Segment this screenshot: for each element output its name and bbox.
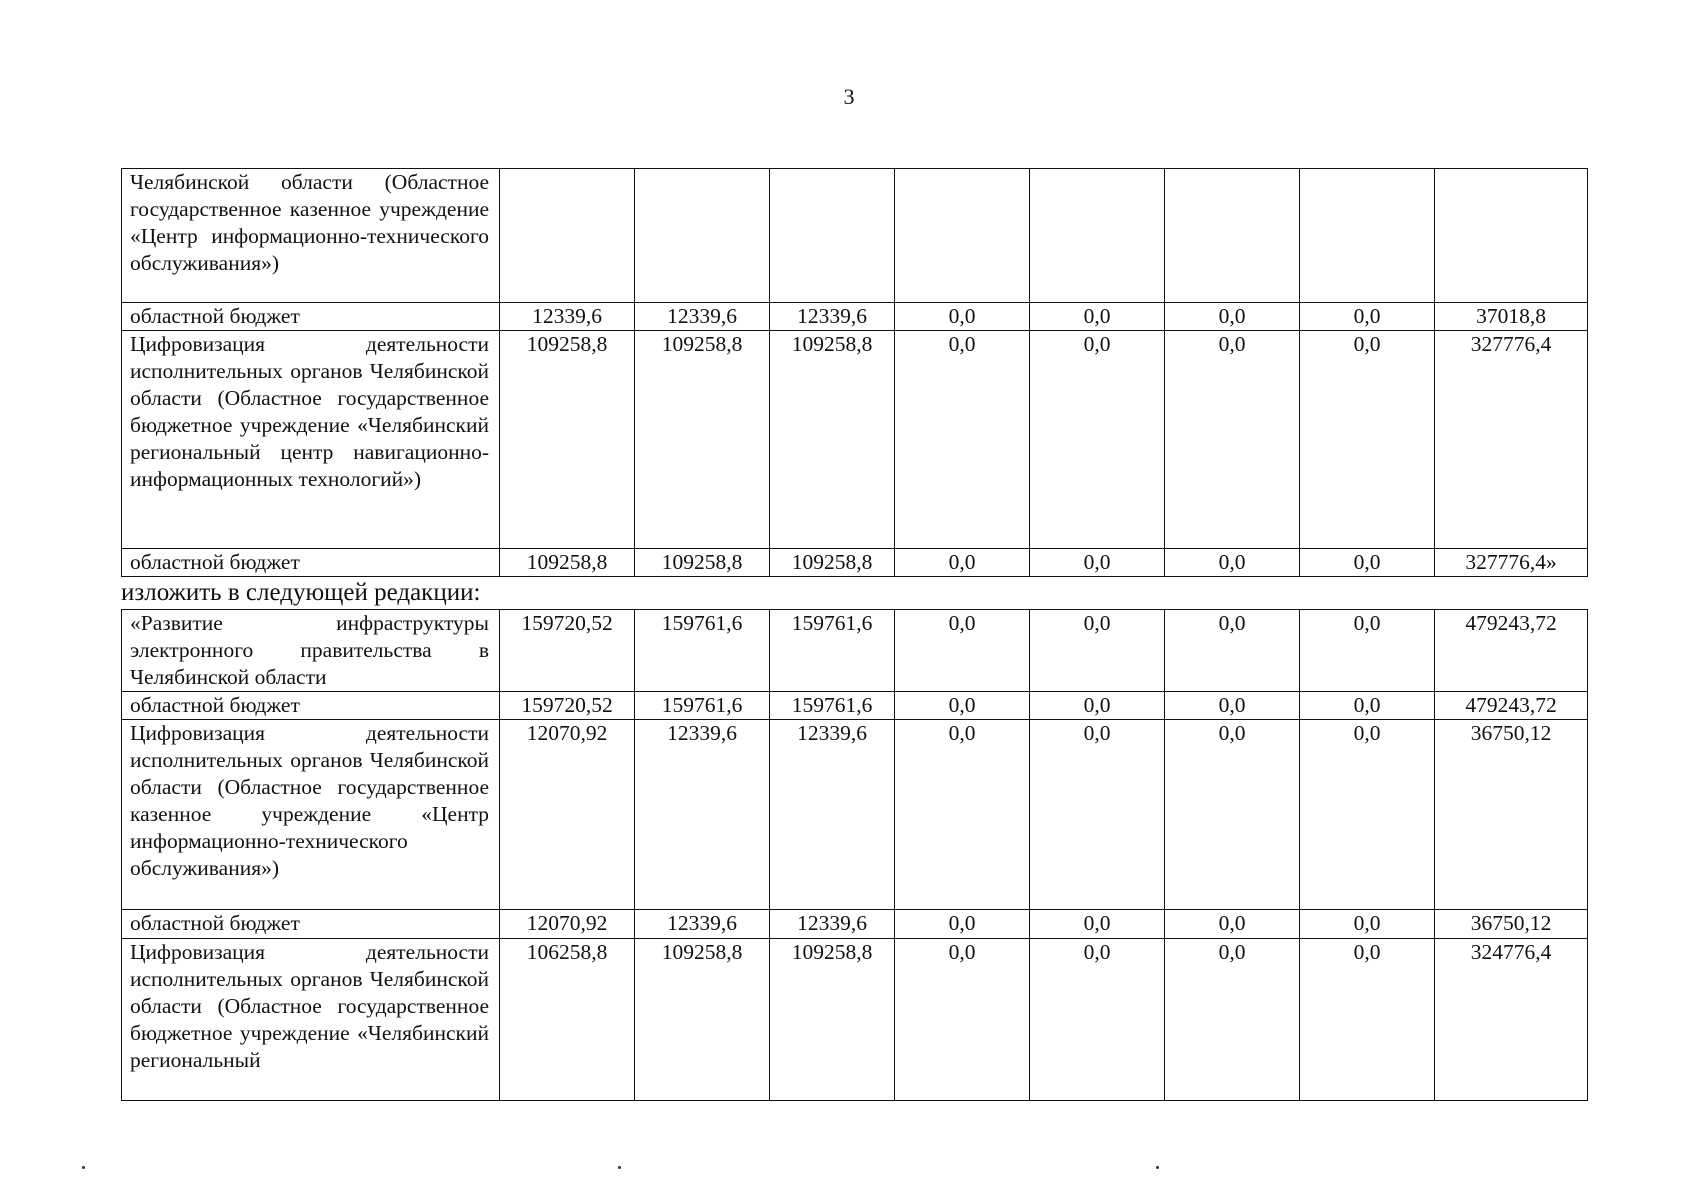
value-cell: 0,0 xyxy=(1300,910,1435,939)
value-cell xyxy=(635,169,770,303)
budget-table-original xyxy=(121,168,1588,577)
value-cell xyxy=(1165,169,1300,303)
value-cell xyxy=(895,169,1030,303)
value-cell: 0,0 xyxy=(895,910,1030,939)
funding-source-cell: областной бюджет xyxy=(122,549,500,577)
value-cell: 109258,8 xyxy=(770,939,895,1101)
value-cell: 0,0 xyxy=(1165,303,1300,331)
value-cell: 0,0 xyxy=(1030,720,1165,910)
program-name-cell: Цифровизация деятельности исполнительных органов Челябинской области (Областное государственное бюджетное учреждение «Челябинский региональный xyxy=(122,939,500,1101)
value-cell: 109258,8 xyxy=(770,549,895,577)
funding-source-cell: областной бюджет xyxy=(122,692,500,720)
value-cell: 12070,92 xyxy=(500,720,635,910)
total-cell: 324776,4 xyxy=(1435,939,1588,1101)
value-cell: 0,0 xyxy=(1300,692,1435,720)
value-cell: 12339,6 xyxy=(635,910,770,939)
value-cell: 12070,92 xyxy=(500,910,635,939)
scan-dot xyxy=(82,1166,85,1169)
value-cell: 109258,8 xyxy=(635,331,770,549)
value-cell xyxy=(1300,169,1435,303)
value-cell: 0,0 xyxy=(1165,331,1300,549)
value-cell: 0,0 xyxy=(1030,331,1165,549)
value-cell: 159761,6 xyxy=(770,692,895,720)
value-cell: 159720,52 xyxy=(500,692,635,720)
table-row xyxy=(122,720,1588,910)
value-cell: 159720,52 xyxy=(500,610,635,692)
value-cell: 12339,6 xyxy=(770,303,895,331)
value-cell: 0,0 xyxy=(1165,720,1300,910)
value-cell xyxy=(770,169,895,303)
value-cell: 0,0 xyxy=(1030,939,1165,1101)
value-cell: 0,0 xyxy=(895,720,1030,910)
value-cell: 0,0 xyxy=(895,331,1030,549)
value-cell: 0,0 xyxy=(1165,910,1300,939)
value-cell xyxy=(500,169,635,303)
table-row xyxy=(122,331,1588,549)
value-cell: 159761,6 xyxy=(770,610,895,692)
value-cell: 0,0 xyxy=(1030,910,1165,939)
program-name-cell: Цифровизация деятельности исполнительных органов Челябинской области (Областное государственное казенное учреждение «Центр информационно-технического обслуживания») xyxy=(122,720,500,910)
value-cell: 0,0 xyxy=(1030,610,1165,692)
value-cell: 0,0 xyxy=(1165,692,1300,720)
program-name-cell: «Развитие инфраструктуры электронного правительства в Челябинской области xyxy=(122,610,500,692)
value-cell: 106258,8 xyxy=(500,939,635,1101)
value-cell: 0,0 xyxy=(1300,720,1435,910)
table-row xyxy=(122,692,1588,720)
value-cell: 0,0 xyxy=(1165,610,1300,692)
value-cell: 0,0 xyxy=(1030,549,1165,577)
value-cell: 0,0 xyxy=(895,610,1030,692)
value-cell: 12339,6 xyxy=(500,303,635,331)
value-cell: 109258,8 xyxy=(635,939,770,1101)
value-cell: 0,0 xyxy=(895,939,1030,1101)
value-cell: 12339,6 xyxy=(635,303,770,331)
value-cell: 0,0 xyxy=(1300,610,1435,692)
total-cell: 327776,4» xyxy=(1435,549,1588,577)
value-cell: 159761,6 xyxy=(635,692,770,720)
value-cell: 0,0 xyxy=(1300,549,1435,577)
table-row xyxy=(122,910,1588,939)
table-row xyxy=(122,303,1588,331)
page-number: 3 xyxy=(843,84,855,109)
value-cell: 12339,6 xyxy=(635,720,770,910)
value-cell: 0,0 xyxy=(895,692,1030,720)
total-cell: 36750,12 xyxy=(1435,910,1588,939)
value-cell: 0,0 xyxy=(1030,692,1165,720)
value-cell: 0,0 xyxy=(1165,549,1300,577)
value-cell: 0,0 xyxy=(1165,939,1300,1101)
value-cell: 0,0 xyxy=(1300,303,1435,331)
value-cell: 0,0 xyxy=(1030,303,1165,331)
value-cell: 0,0 xyxy=(895,549,1030,577)
value-cell: 109258,8 xyxy=(635,549,770,577)
table-row xyxy=(122,549,1588,577)
program-name-cell: Цифровизация деятельности исполнительных органов Челябинской области (Областное государственное бюджетное учреждение «Челябинский региональный центр навигационно-информационных технологий») xyxy=(122,331,500,549)
value-cell: 109258,8 xyxy=(770,331,895,549)
total-cell xyxy=(1435,169,1588,303)
total-cell: 36750,12 xyxy=(1435,720,1588,910)
value-cell: 12339,6 xyxy=(770,720,895,910)
value-cell xyxy=(1030,169,1165,303)
value-cell: 0,0 xyxy=(1300,331,1435,549)
budget-table-new-edition xyxy=(121,609,1588,1101)
value-cell: 109258,8 xyxy=(500,331,635,549)
table-row xyxy=(122,939,1588,1101)
value-cell: 0,0 xyxy=(895,303,1030,331)
table-row xyxy=(122,169,1588,303)
total-cell: 327776,4 xyxy=(1435,331,1588,549)
total-cell: 479243,72 xyxy=(1435,692,1588,720)
value-cell: 0,0 xyxy=(1300,939,1435,1101)
program-name-cell: Челябинской области (Областное государственное казенное учреждение «Центр информационно-технического обслуживания») xyxy=(122,169,500,303)
total-cell: 479243,72 xyxy=(1435,610,1588,692)
amendment-text: изложить в следующей редакции: xyxy=(121,579,481,606)
value-cell: 109258,8 xyxy=(500,549,635,577)
funding-source-cell: областной бюджет xyxy=(122,910,500,939)
funding-source-cell: областной бюджет xyxy=(122,303,500,331)
scan-dot xyxy=(618,1166,621,1169)
value-cell: 159761,6 xyxy=(635,610,770,692)
total-cell: 37018,8 xyxy=(1435,303,1588,331)
value-cell: 12339,6 xyxy=(770,910,895,939)
table-row xyxy=(122,610,1588,692)
scan-dot xyxy=(1156,1166,1159,1169)
